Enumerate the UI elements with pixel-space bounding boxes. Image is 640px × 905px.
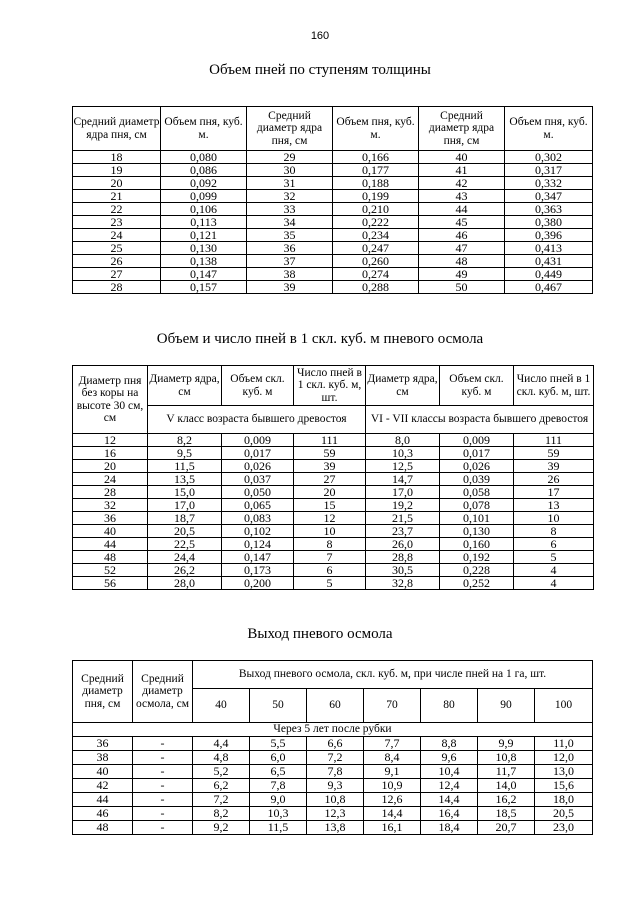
table-row [73, 447, 594, 460]
table-cell: 0,050 [222, 486, 294, 499]
table-cell: 11,5 [148, 460, 222, 473]
table-cell: 0,121 [161, 229, 247, 242]
table-cell: 8,4 [364, 751, 421, 765]
table-cell: 11,0 [535, 737, 593, 751]
table-row [73, 525, 594, 538]
header-cell: Объем пня, куб. м. [333, 107, 419, 151]
table-cell: 6,6 [307, 737, 364, 751]
table-cell: - [133, 807, 193, 821]
table-cell: 0,147 [222, 551, 294, 564]
table-cell: 30,5 [366, 564, 440, 577]
table-cell: - [133, 737, 193, 751]
table-cell: 9,5 [148, 447, 222, 460]
table-cell: 26 [73, 255, 161, 268]
table-cell: 9,0 [250, 793, 307, 807]
table-cell: 0,192 [440, 551, 514, 564]
table-row [73, 473, 594, 486]
table-cell: 0,147 [161, 268, 247, 281]
table-cell: 41 [419, 164, 505, 177]
table-cell: 0,099 [161, 190, 247, 203]
table-cell: 19,2 [366, 499, 440, 512]
table-cell: 0,078 [440, 499, 514, 512]
table-cell: 13,0 [535, 765, 593, 779]
table-cell: 31 [247, 177, 333, 190]
table-cell: 7,2 [307, 751, 364, 765]
table-cell: 0,083 [222, 512, 294, 525]
table-cell: 48 [73, 551, 148, 564]
group-header-vi-vii: VI - VII классы возраста бывшего древостоя [366, 406, 594, 434]
table-cell: 0,177 [333, 164, 419, 177]
table-row [73, 486, 594, 499]
header-cell: Средний диаметр ядра пня, см [247, 107, 333, 151]
header-cell: Средний диаметр ядра пня, см [73, 107, 161, 151]
table-row [73, 499, 594, 512]
table-cell: 9,1 [364, 765, 421, 779]
table-cell: 40 [73, 525, 148, 538]
table-cell: 0,026 [222, 460, 294, 473]
table-cell: 0,363 [505, 203, 593, 216]
table-cell: - [133, 751, 193, 765]
table-cell: 26,0 [366, 538, 440, 551]
table-cell: 17,0 [366, 486, 440, 499]
table-cell: 14,0 [478, 779, 535, 793]
table-cell: 0,092 [161, 177, 247, 190]
table-cell: 0,288 [333, 281, 419, 294]
table-header-row [73, 107, 593, 151]
table-cell: 59 [514, 447, 594, 460]
table-cell: 0,166 [333, 151, 419, 164]
table3-title: Выход пневого осмола [247, 626, 393, 642]
table-cell: 6,5 [250, 765, 307, 779]
table-group-row [73, 406, 594, 434]
table-cell: 26 [514, 473, 594, 486]
stump-volume-table [72, 106, 593, 294]
table-cell: 7 [294, 551, 366, 564]
header-cell: Число пней в 1 скл. куб. м, шт. [514, 366, 594, 406]
table-cell: 0,173 [222, 564, 294, 577]
table-cell: 111 [514, 434, 594, 447]
table-cell: 0,157 [161, 281, 247, 294]
resin-yield-table [72, 660, 593, 835]
table-cell: 10,3 [366, 447, 440, 460]
table-cell: 0,138 [161, 255, 247, 268]
table-cell: 42 [419, 177, 505, 190]
header-cell: Число пней в 1 скл. куб. м, шт. [294, 366, 366, 406]
table-cell: 59 [294, 447, 366, 460]
table-cell: 0,317 [505, 164, 593, 177]
table-row [73, 190, 593, 203]
table-row [73, 460, 594, 473]
table-cell: 0,130 [440, 525, 514, 538]
table-cell: 8 [294, 538, 366, 551]
table-cell: 4,4 [193, 737, 250, 751]
table-cell: 30 [247, 164, 333, 177]
table-cell: 10 [294, 525, 366, 538]
page-number: 160 [310, 30, 330, 42]
table-cell: 22,5 [148, 538, 222, 551]
table-cell: 8,8 [421, 737, 478, 751]
header-cell: Диаметр ядра, см [366, 366, 440, 406]
table-cell: 37 [247, 255, 333, 268]
table-cell: 38 [247, 268, 333, 281]
count-cell: 50 [250, 689, 307, 723]
table-cell: 12,5 [366, 460, 440, 473]
table-cell: 39 [294, 460, 366, 473]
table-cell: 8,2 [148, 434, 222, 447]
table-cell: 12,6 [364, 793, 421, 807]
table-cell: 11,5 [250, 821, 307, 835]
table-cell: 7,2 [193, 793, 250, 807]
header-cell: Объем пня, куб. м. [505, 107, 593, 151]
table-cell: 6,2 [193, 779, 250, 793]
table-cell: 18,0 [535, 793, 593, 807]
table-header-row [73, 366, 594, 406]
table-cell: 20 [73, 177, 161, 190]
table-cell: 35 [247, 229, 333, 242]
table-cell: 0,274 [333, 268, 419, 281]
table-cell: 12,0 [535, 751, 593, 765]
table-cell: 0,017 [440, 447, 514, 460]
table-row [73, 164, 593, 177]
table-cell: 5,2 [193, 765, 250, 779]
table-cell: 48 [73, 821, 133, 835]
count-cell: 80 [421, 689, 478, 723]
table-row [73, 751, 593, 765]
table-cell: 0,449 [505, 268, 593, 281]
table-cell: 0,396 [505, 229, 593, 242]
count-cell: 100 [535, 689, 593, 723]
table-cell: 7,8 [307, 765, 364, 779]
table-cell: 4,8 [193, 751, 250, 765]
table-cell: 23,7 [366, 525, 440, 538]
table-cell: 10 [514, 512, 594, 525]
table-header-row [73, 661, 593, 689]
table-cell: 7,7 [364, 737, 421, 751]
table-cell: 36 [73, 512, 148, 525]
table-cell: 46 [73, 807, 133, 821]
table-cell: 9,6 [421, 751, 478, 765]
table-cell: 0,080 [161, 151, 247, 164]
table-cell: 16 [73, 447, 148, 460]
table-cell: - [133, 779, 193, 793]
table-row [73, 807, 593, 821]
table-cell: 6,0 [250, 751, 307, 765]
table-cell: 50 [419, 281, 505, 294]
table-cell: 0,065 [222, 499, 294, 512]
header-cell-group: Выход пневого осмола, скл. куб. м, при числе пней на 1 га, шт. [193, 661, 593, 689]
table-cell: 20 [294, 486, 366, 499]
table-cell: 40 [419, 151, 505, 164]
table-cell: 8,0 [366, 434, 440, 447]
table-cell: 33 [247, 203, 333, 216]
table-cell: 0,113 [161, 216, 247, 229]
header-cell: Средний диаметр осмола, см [133, 661, 193, 723]
table-cell: 0,086 [161, 164, 247, 177]
table-cell: 44 [419, 203, 505, 216]
table-cell: 0,199 [333, 190, 419, 203]
table-cell: 45 [419, 216, 505, 229]
table-cell: 0,252 [440, 577, 514, 590]
table-cell: 10,4 [421, 765, 478, 779]
table-cell: 0,037 [222, 473, 294, 486]
table-cell: 13,8 [307, 821, 364, 835]
table-cell: 44 [73, 793, 133, 807]
table-cell: 12 [73, 434, 148, 447]
table-cell: 0,347 [505, 190, 593, 203]
table-cell: 17,0 [148, 499, 222, 512]
table-cell: 21 [73, 190, 161, 203]
table-cell: 19 [73, 164, 161, 177]
table-row [73, 216, 593, 229]
header-cell: Средний диаметр пня, см [73, 661, 133, 723]
table-cell: 49 [419, 268, 505, 281]
table-row [73, 793, 593, 807]
table-cell: 17 [514, 486, 594, 499]
table-cell: 28,0 [148, 577, 222, 590]
table-cell: 34 [247, 216, 333, 229]
table-cell: 5,5 [250, 737, 307, 751]
table-cell: 52 [73, 564, 148, 577]
table-cell: - [133, 765, 193, 779]
table-cell: 23,0 [535, 821, 593, 835]
table-cell: 47 [419, 242, 505, 255]
table-cell: 27 [73, 268, 161, 281]
table-row [73, 779, 593, 793]
table-cell: 12 [294, 512, 366, 525]
count-cell: 40 [193, 689, 250, 723]
header-cell: Диаметр пня без коры на высоте 30 см, см [73, 366, 148, 434]
table-row [73, 765, 593, 779]
table-cell: 28 [73, 486, 148, 499]
table-cell: 0,058 [440, 486, 514, 499]
table-cell: 18,4 [421, 821, 478, 835]
table-cell: 18,7 [148, 512, 222, 525]
table-row [73, 821, 593, 835]
table-cell: 25 [73, 242, 161, 255]
table-row [73, 255, 593, 268]
table-cell: 15 [294, 499, 366, 512]
table-cell: 0,102 [222, 525, 294, 538]
table-cell: 24,4 [148, 551, 222, 564]
table-cell: 10,8 [307, 793, 364, 807]
table-row [73, 151, 593, 164]
table-row [73, 538, 594, 551]
table-cell: 36 [247, 242, 333, 255]
table-cell: 9,9 [478, 737, 535, 751]
table-row [73, 281, 593, 294]
table-cell: 12,4 [421, 779, 478, 793]
table-row [73, 177, 593, 190]
table-cell: 0,260 [333, 255, 419, 268]
table1-title: Объем пней по ступеням толщины [209, 62, 431, 78]
table-cell: 14,4 [364, 807, 421, 821]
table-cell: 10,9 [364, 779, 421, 793]
table-cell: 24 [73, 229, 161, 242]
table-cell: 21,5 [366, 512, 440, 525]
table-cell: 0,200 [222, 577, 294, 590]
table-cell: 0,124 [222, 538, 294, 551]
table-cell: 0,467 [505, 281, 593, 294]
table-cell: 0,039 [440, 473, 514, 486]
table-cell: 0,222 [333, 216, 419, 229]
header-cell: Объем пня, куб. м. [161, 107, 247, 151]
table-cell: 40 [73, 765, 133, 779]
table-row [73, 551, 594, 564]
note-cell: Через 5 лет после рубки [73, 723, 593, 737]
table-cell: 39 [514, 460, 594, 473]
table-cell: 32,8 [366, 577, 440, 590]
header-cell: Диаметр ядра, см [148, 366, 222, 406]
header-cell: Объем скл. куб. м [222, 366, 294, 406]
table-row [73, 737, 593, 751]
table-cell: 9,2 [193, 821, 250, 835]
table-cell: 12,3 [307, 807, 364, 821]
table-cell: 4 [514, 564, 594, 577]
table-cell: 5 [514, 551, 594, 564]
table-cell: 44 [73, 538, 148, 551]
table-cell: 18,5 [478, 807, 535, 821]
table-cell: 20,7 [478, 821, 535, 835]
table-cell: 7,8 [250, 779, 307, 793]
table-row [73, 512, 594, 525]
table-cell: 0,234 [333, 229, 419, 242]
table-cell: 20 [73, 460, 148, 473]
table-cell: 23 [73, 216, 161, 229]
table-cell: 0,026 [440, 460, 514, 473]
count-cell: 70 [364, 689, 421, 723]
table-cell: 0,302 [505, 151, 593, 164]
table-cell: 18 [73, 151, 161, 164]
table-cell: 43 [419, 190, 505, 203]
table-cell: 0,413 [505, 242, 593, 255]
table-cell: 4 [514, 577, 594, 590]
table-cell: 5 [294, 577, 366, 590]
table-cell: 0,380 [505, 216, 593, 229]
table-cell: 0,160 [440, 538, 514, 551]
table-cell: 16,2 [478, 793, 535, 807]
table-row [73, 203, 593, 216]
table-cell: 15,6 [535, 779, 593, 793]
table-cell: 16,1 [364, 821, 421, 835]
table-cell: 0,130 [161, 242, 247, 255]
table-cell: 24 [73, 473, 148, 486]
group-header-v: V класс возраста бывшего древостоя [148, 406, 366, 434]
table-cell: 0,247 [333, 242, 419, 255]
table-row [73, 268, 593, 281]
table-cell: 39 [247, 281, 333, 294]
table-cell: 32 [73, 499, 148, 512]
table-cell: 6 [294, 564, 366, 577]
table-cell: 46 [419, 229, 505, 242]
table-cell: 0,106 [161, 203, 247, 216]
count-cell: 60 [307, 689, 364, 723]
header-cell: Средний диаметр ядра пня, см [419, 107, 505, 151]
table-cell: 111 [294, 434, 366, 447]
count-cell: 90 [478, 689, 535, 723]
table-cell: 0,101 [440, 512, 514, 525]
table-cell: 32 [247, 190, 333, 203]
table-cell: 10,8 [478, 751, 535, 765]
table-row [73, 229, 593, 242]
table-cell: 0,188 [333, 177, 419, 190]
table-row [73, 242, 593, 255]
table-cell: 29 [247, 151, 333, 164]
table-cell: 8,2 [193, 807, 250, 821]
table-row [73, 564, 594, 577]
table-cell: 9,3 [307, 779, 364, 793]
table-cell: 0,431 [505, 255, 593, 268]
table-cell: 16,4 [421, 807, 478, 821]
table-cell: 56 [73, 577, 148, 590]
table-cell: 26,2 [148, 564, 222, 577]
table-cell: 0,228 [440, 564, 514, 577]
table-cell: 48 [419, 255, 505, 268]
table-cell: 38 [73, 751, 133, 765]
table-row [73, 577, 594, 590]
table-cell: 36 [73, 737, 133, 751]
table-cell: 13,5 [148, 473, 222, 486]
table-cell: 0,332 [505, 177, 593, 190]
table-cell: - [133, 821, 193, 835]
table-cell: - [133, 793, 193, 807]
table-cell: 13 [514, 499, 594, 512]
table-row [73, 434, 594, 447]
stump-count-table [72, 365, 594, 590]
table-cell: 14,7 [366, 473, 440, 486]
table-cell: 0,009 [440, 434, 514, 447]
table-cell: 14,4 [421, 793, 478, 807]
table-cell: 10,3 [250, 807, 307, 821]
table-cell: 0,210 [333, 203, 419, 216]
table-cell: 22 [73, 203, 161, 216]
table-cell: 28 [73, 281, 161, 294]
table-cell: 20,5 [535, 807, 593, 821]
table-cell: 0,017 [222, 447, 294, 460]
table-cell: 8 [514, 525, 594, 538]
table2-title: Объем и число пней в 1 скл. куб. м пневого осмола [156, 331, 484, 347]
table-note-row [73, 723, 593, 737]
table-cell: 28,8 [366, 551, 440, 564]
table-cell: 6 [514, 538, 594, 551]
table-cell: 20,5 [148, 525, 222, 538]
table-cell: 15,0 [148, 486, 222, 499]
table-cell: 42 [73, 779, 133, 793]
table-cell: 0,009 [222, 434, 294, 447]
table-cell: 27 [294, 473, 366, 486]
table-cell: 11,7 [478, 765, 535, 779]
header-cell: Объем скл. куб. м [440, 366, 514, 406]
